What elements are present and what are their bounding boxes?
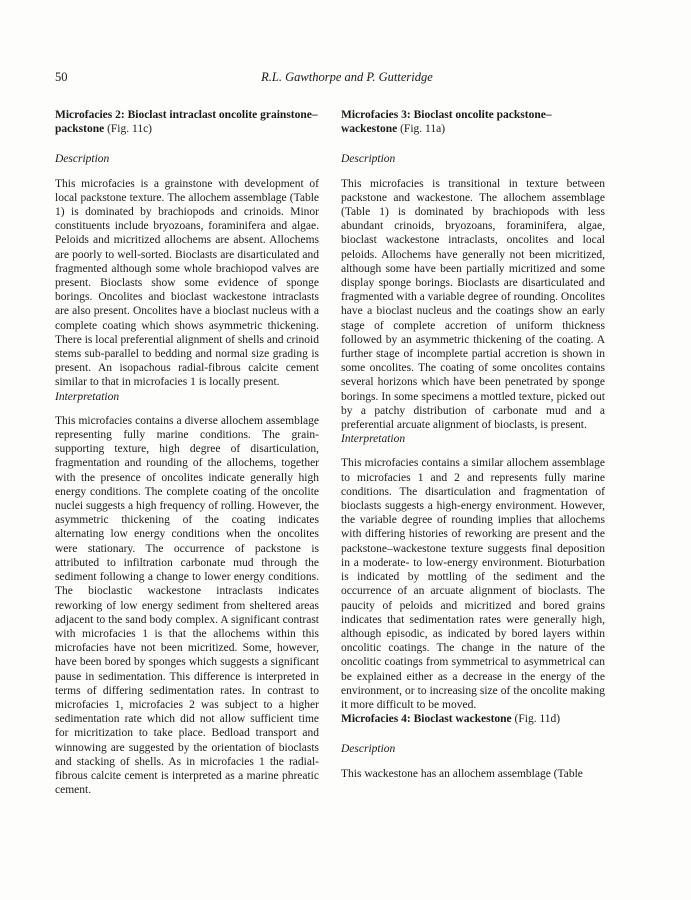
mf2-heading-title: Microfacies 2: Bioclast intraclast oncolite grainstone–packstone [55, 109, 318, 136]
page-number: 50 [55, 70, 68, 84]
mf4-description-text: This wackestone has an allochem assemblage (Table [341, 767, 583, 780]
mf2-heading-figure-ref: (Fig. 11c) [104, 123, 153, 136]
left-column [55, 108, 319, 797]
mf3-heading-figure-ref: (Fig. 11a) [397, 123, 446, 136]
mf3-heading [341, 108, 605, 136]
mf3-description-label: Description [341, 153, 396, 166]
page-header [55, 70, 639, 88]
right-column [341, 108, 605, 781]
mf4-heading [341, 712, 605, 726]
mf2-description-label: Description [55, 153, 110, 166]
running-title: R.L. Gawthorpe and P. Gutteridge [261, 70, 433, 84]
mf4-heading-figure-ref: (Fig. 11d) [511, 713, 561, 726]
mf2-interpretation-text: This microfacies contains a diverse allochem assemblage representing fully marine conditions. The grain-supporting texture, high degree of disarticulation, fragmentation and rounding of the allochems, together with the presence of oncolites indicate generally high energy conditions. The complete coating of the oncolite nuclei suggests a high frequency of rolling. However, the asymmetric thickening of the coating indicates alternating low energy conditions when the oncolites were stationary. The occurrence of packstone is attributed to infiltration carbonate mud through the sediment following a change to lower energy conditions. The bioclastic wackestone intraclasts indicates reworking of low energy sediment from sheltered areas adjacent to the sand body complex. A significant contrast with microfacies 1 is that the allochems within this microfacies have not been micritized. Some, however, have been bored by sponges which suggests a significant pause in sedimentation. This difference is interpreted in terms of differing sedimentation rates. In contrast to microfacies 1, microfacies 2 was subject to a higher sedimentation rate which did not allow sufficient time for micritization to take place. Bedload transport and winnowing are suggested by the orientation of bioclasts and stacking of shells. As in microfacies 1 the radial-fibrous calcite cement is interpreted as a marine phreatic cement. [55, 414, 319, 797]
mf2-description-text: This microfacies is a grainstone with development of local packstone texture. The allochem assemblage (Table 1) is dominated by brachiopods and crinoids. Minor constituents include bryozoans, foraminifera and algae. Peloids and micritized allochems are absent. Allochems are poorly to well-sorted. Bioclasts are disarticulated and fragmented although some whole brachiopod valves are present. Bioclasts show some evidence of sponge borings. Oncolites and bioclast wackestone intraclasts are also present. Oncolites have a bioclast nucleus with a complete coating which shows asymmetric thickening. There is local preferential alignment of shells and crinoid stems sub-parallel to bedding and normal size grading is present. An isopachous radial-fibrous calcite cement similar to that in microfacies 1 is locally present. [55, 177, 319, 389]
mf4-heading-title: Microfacies 4: Bioclast wackestone [341, 713, 512, 726]
mf4-description-label: Description [341, 743, 396, 756]
mf3-interpretation-text: This microfacies contains a similar allochem assemblage to microfacies 1 and 2 and represents fully marine conditions. The disarticulation and fragmentation of bioclasts suggests a high-energy environment. However, the variable degree of rounding implies that allochems with differing histories of reworking are present and the packstone–wackestone texture suggests final deposition in a moderate- to low-energy environment. Bioturbation is indicated by mottling of the sediment and the occurrence of an arcuate alignment of bioclasts. The paucity of peloids and micritized and bored grains indicates that sedimentation rates were generally high, although episodic, as indicated by bored layers within oncolitic coatings. The change in the nature of the oncolitic coatings from symmetrical to asymmetrical can be explained either as a decrease in the energy of the environment, or to increasing size of the oncolite making it more difficult to be moved. [341, 457, 605, 711]
mf3-heading-title: Microfacies 3: Bioclast oncolite packstone–wackestone [341, 109, 552, 136]
mf2-heading [55, 108, 319, 136]
mf3-interpretation-label: Interpretation [341, 433, 406, 446]
mf3-description-text: This microfacies is transitional in texture between packstone and wackestone. The allochem assemblage (Table 1) is dominated by brachiopods with less abundant crinoids, bryozoans, foraminifera, algae, bioclast wackestone intraclasts, oncolites and local peloids. Allochems have generally not been micritized, although some have been partially micritized and some display sponge borings. Bioclasts are disarticulated and fragmented with a variable degree of rounding. Oncolites have a bioclast nucleus and the coatings show an early stage of complete accretion of uniform thickness followed by an asymmetric thickening of the coating. A further stage of incomplete partial accretion is shown in some oncolites. The coating of some oncolites contains several horizons which have been penetrated by sponge borings. In some specimens a mottled texture, picked out by a patchy distribution of carbonate mud and a preferential arcuate alignment of bioclasts, is present. [341, 177, 605, 432]
mf2-interpretation-label: Interpretation [55, 390, 120, 403]
